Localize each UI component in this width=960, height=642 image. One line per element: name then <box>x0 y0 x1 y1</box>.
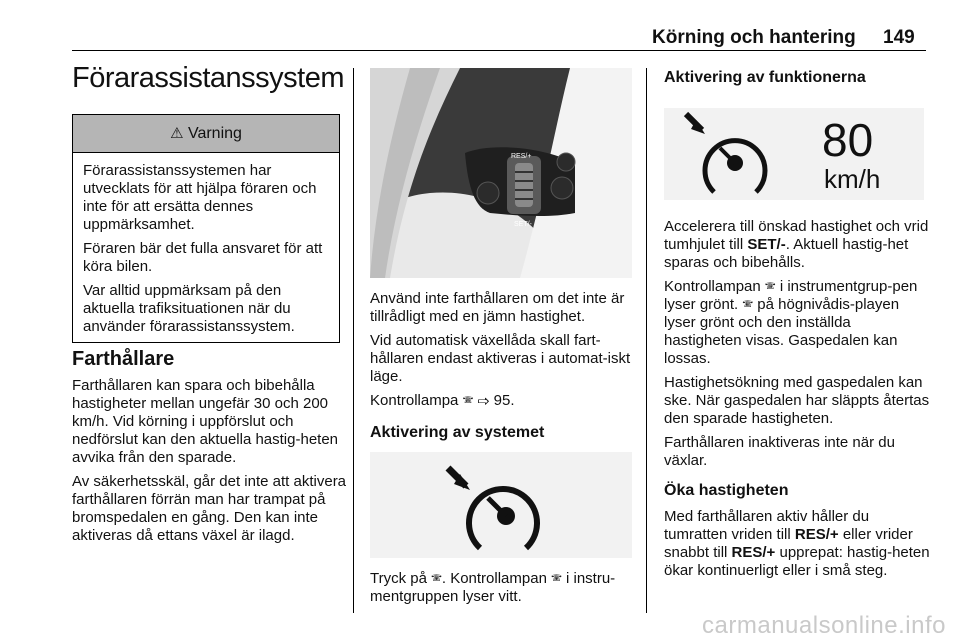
body-paragraph: Hastighetsökning med gaspedalen kan ske. När gaspedalen har släppts återtas den sparade hastigheten. <box>664 374 930 427</box>
text-run: Med farthållaren aktiv håller du tumratten vriden till <box>664 508 870 543</box>
warning-box <box>72 114 340 343</box>
body-paragraph: Använd inte farthållaren om det inte är tillrådligt med en jämn hastighet. <box>370 290 625 325</box>
watermark: carmanualsonline.info <box>702 612 946 639</box>
display-unit: km/h <box>824 164 881 194</box>
set-control-label: SET/- <box>747 236 786 253</box>
cruise-control-icon: 🕾 <box>551 570 562 587</box>
section-heading-cruise-control: Farthållare <box>72 348 175 370</box>
reference-arrow-icon: ⇨ <box>477 392 490 409</box>
page-heading: Förarassistanssystem <box>72 62 345 94</box>
text-run: . Kontrollampan <box>441 570 547 587</box>
text-run: i instrumentgrup-pen lyser grönt. <box>664 278 918 313</box>
cruise-control-illustration <box>370 452 632 558</box>
cruise-control-icon: 🕾 <box>742 296 754 313</box>
cruise-control-icon: 🕾 <box>431 570 442 587</box>
body-paragraph: Farthållaren kan spara och bibehålla hastigheter mellan ungefär 30 och 200 km/h. Vid körning i uppförslut och nedförslut kan den aktuella hastig-heten avvika från den sparade. <box>72 377 339 466</box>
wheel-set-label: SET/- <box>514 221 532 228</box>
column-divider-right <box>646 68 647 613</box>
body-paragraph <box>664 278 930 368</box>
warning-paragraph: Förarassistanssystemen har utvecklats för att hjälpa föraren och inte för att ersätta dennes uppmärksamhet. <box>83 162 317 233</box>
res-control-label: RES/+ <box>731 544 776 561</box>
page-header <box>0 0 960 50</box>
warning-paragraph: Föraren bär det fulla ansvaret för att köra bilen. <box>83 240 323 275</box>
middle-column-text <box>370 290 638 442</box>
middle-column-text-2 <box>370 570 638 612</box>
warning-body <box>73 153 339 342</box>
cruise-control-icon: 🕾 <box>764 278 776 295</box>
subheading-increase-speed: Öka hastigheten <box>664 482 789 499</box>
body-paragraph <box>664 508 930 580</box>
left-column-text <box>72 348 348 551</box>
text-run: på högnivådis-playen lyser grönt och den inställda hastigheten visas. Gaspedalen kan lossas. <box>664 296 900 367</box>
text-run: Accelerera till önskad hastighet och vrid tumhjulet till <box>664 218 929 253</box>
steering-wheel-image <box>370 68 632 278</box>
speed-display-illustration <box>664 108 924 200</box>
display-speed: 80 <box>822 114 874 166</box>
subheading-activation-system: Aktivering av systemet <box>370 424 545 441</box>
wheel-res-label: RES/+ <box>511 153 532 160</box>
text-run: Tryck på <box>370 570 427 587</box>
text-run: eller vrider snabbt till <box>664 526 913 561</box>
page-reference-link[interactable]: 95. <box>493 392 515 409</box>
body-paragraph <box>370 570 638 606</box>
text-run: upprepat: hastig-heten ökar kontinuerligt eller i små steg. <box>664 544 930 579</box>
text-run: Kontrollampan <box>664 278 761 295</box>
warning-triangle-icon: ⚠ <box>170 125 184 142</box>
warning-title: Varning <box>187 125 242 142</box>
text-run: i instru-mentgruppen lyser vitt. <box>370 570 616 605</box>
cruise-control-icon: 🕾 <box>462 392 474 409</box>
body-paragraph: Farthållaren inaktiveras inte när du växlar. <box>664 434 895 469</box>
text-run: Kontrollampa <box>370 392 459 409</box>
body-paragraph <box>664 218 930 272</box>
res-control-label: RES/+ <box>794 526 839 543</box>
body-paragraph <box>370 392 638 410</box>
body-paragraph: Av säkerhetsskäl, går det inte att aktivera farthållaren förrän man har trampat på bromspedalen en gång. Den kan inte aktiveras då ettans växel är ilagd. <box>72 473 347 544</box>
body-paragraph: Vid automatisk växellåda skall fart-hållaren endast aktiveras i automat-iskt läge. <box>370 332 631 385</box>
right-column-text <box>664 218 930 586</box>
running-title: Körning och hantering <box>652 27 856 48</box>
page-number: 149 <box>883 27 915 48</box>
column-divider-left <box>353 68 354 613</box>
subheading-activation-functions: Aktivering av funktionerna <box>664 69 866 86</box>
warning-paragraph: Var alltid uppmärksam på den aktuella trafiksituationen när du använder förarassistanssystem. <box>83 282 295 335</box>
warning-header <box>73 115 339 153</box>
text-run: . Aktuell hastig-het sparas och bibehålls. <box>664 236 909 271</box>
header-rule <box>72 50 926 51</box>
